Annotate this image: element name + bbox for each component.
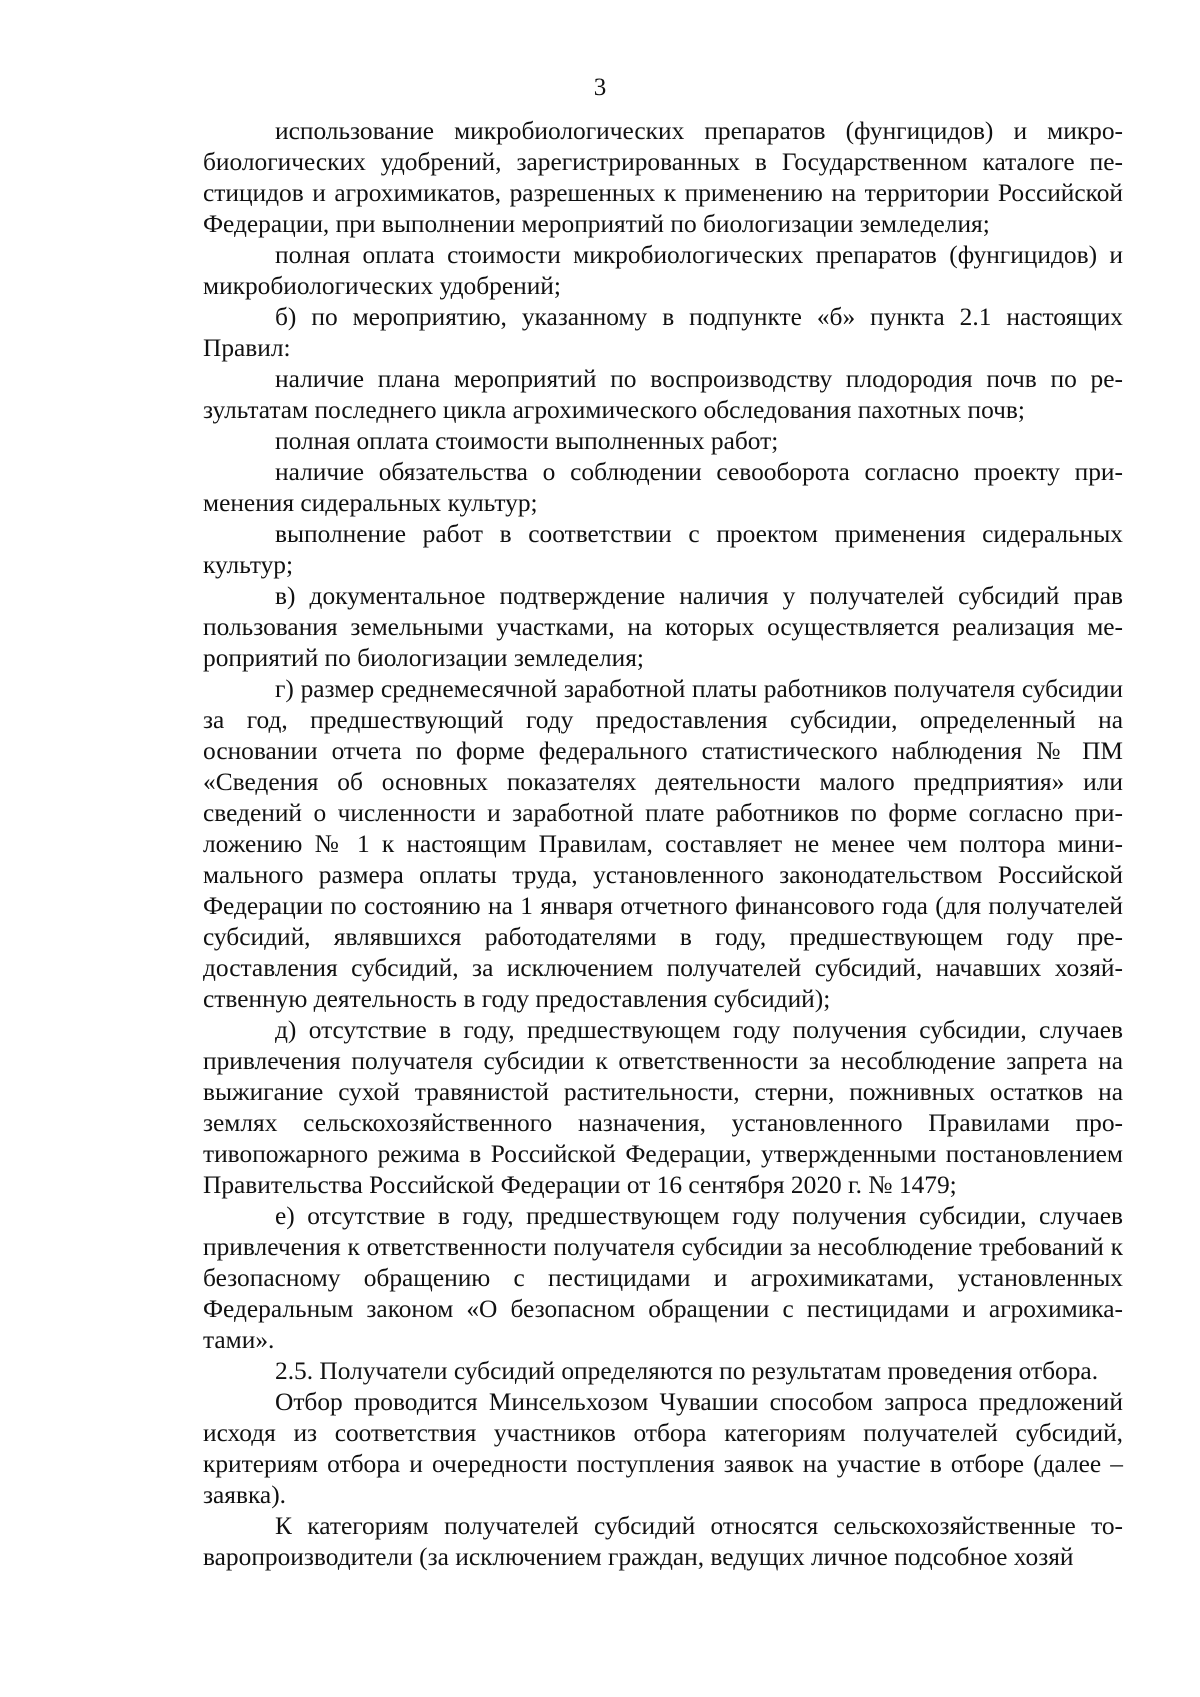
- paragraph: наличие плана мероприятий по воспроизводству плодородия почв по результатам последнего цикла агрохимического обследования пахотных почв;: [203, 365, 1123, 424]
- page-number: 3: [593, 74, 607, 101]
- paragraph: г) размер среднемесячной заработной платы работников получателя субсидии за год, предшествующий году предоставления субсидии, определенный на основании отчета по форме федерального статистического наблюдения № ПМ «Сведения об основных показателях деятельности малого предприятия» или сведений о численности и заработной плате работников по форме согласно приложению № 1 к настоящим Правилам, составляет не менее чем полтора минимального размера оплаты труда, установленного законодательством Российской Федерации по состоянию на 1 января отчетного финансового года (для получателей субсидий, являвшихся работодателями в году, предшествующем году предоставления субсидий, за исключением получателей субсидий, начавших хозяйственную деятельность в году предоставления субсидий);: [203, 675, 1123, 1013]
- paragraph: в) документальное подтверждение наличия у получателей субсидий прав пользования земельными участками, на которых осуществляется реализация мероприятий по биологизации земледелия;: [203, 582, 1123, 672]
- document-body: [203, 116, 1123, 1573]
- paragraph: использование микробиологических препаратов (фунгицидов) и микробиологических удобрений, зарегистрированных в Государственном каталоге пестицидов и агрохимикатов, разрешенных к применению на территории Российской Федерации, при выполнении мероприятий по биологизации земледелия;: [203, 117, 1123, 238]
- paragraph: е) отсутствие в году, предшествующем году получения субсидии, случаев привлечения к ответственности получателя субсидии за несоблюдение требований к безопасному обращению с пестицидами и агрохимикатами, установленных Федеральным законом «О безопасном обращении с пестицидами и агрохимикатами».: [203, 1202, 1123, 1354]
- paragraph: Отбор проводится Минсельхозом Чувашии способом запроса предложений исходя из соответствия участников отбора категориям получателей субсидий, критериям отбора и очередности поступления заявок на участие в отборе (далее – заявка).: [203, 1388, 1123, 1509]
- paragraph: полная оплата стоимости выполненных работ;: [275, 427, 779, 455]
- paragraph: д) отсутствие в году, предшествующем году получения субсидии, случаев привлечения получателя субсидии к ответственности за несоблюдение запрета на выжигание сухой травянистой растительности, стерни, пожнивных остатков на землях сельскохозяйственного назначения, установленного Правилами противопожарного режима в Российской Федерации, утвержденными постановлением Правительства Российской Федерации от 16 сентября 2020 г. № 1479;: [203, 1016, 1123, 1199]
- paragraph: б) по мероприятию, указанному в подпункте «б» пункта 2.1 настоящих Правил:: [203, 303, 1123, 362]
- paragraph: полная оплата стоимости микробиологических препаратов (фунгицидов) и микробиологических удобрений;: [203, 241, 1123, 300]
- paragraph: выполнение работ в соответствии с проектом применения сидеральных культур;: [203, 520, 1123, 579]
- paragraph: К категориям получателей субсидий относятся сельскохозяйственные товаропроизводители (за исключением граждан, ведущих личное подсобное хозяй: [203, 1512, 1123, 1571]
- paragraph: наличие обязательства о соблюдении севооборота согласно проекту применения сидеральных культур;: [203, 458, 1123, 517]
- paragraph: 2.5. Получатели субсидий определяются по результатам проведения отбора.: [275, 1357, 1099, 1385]
